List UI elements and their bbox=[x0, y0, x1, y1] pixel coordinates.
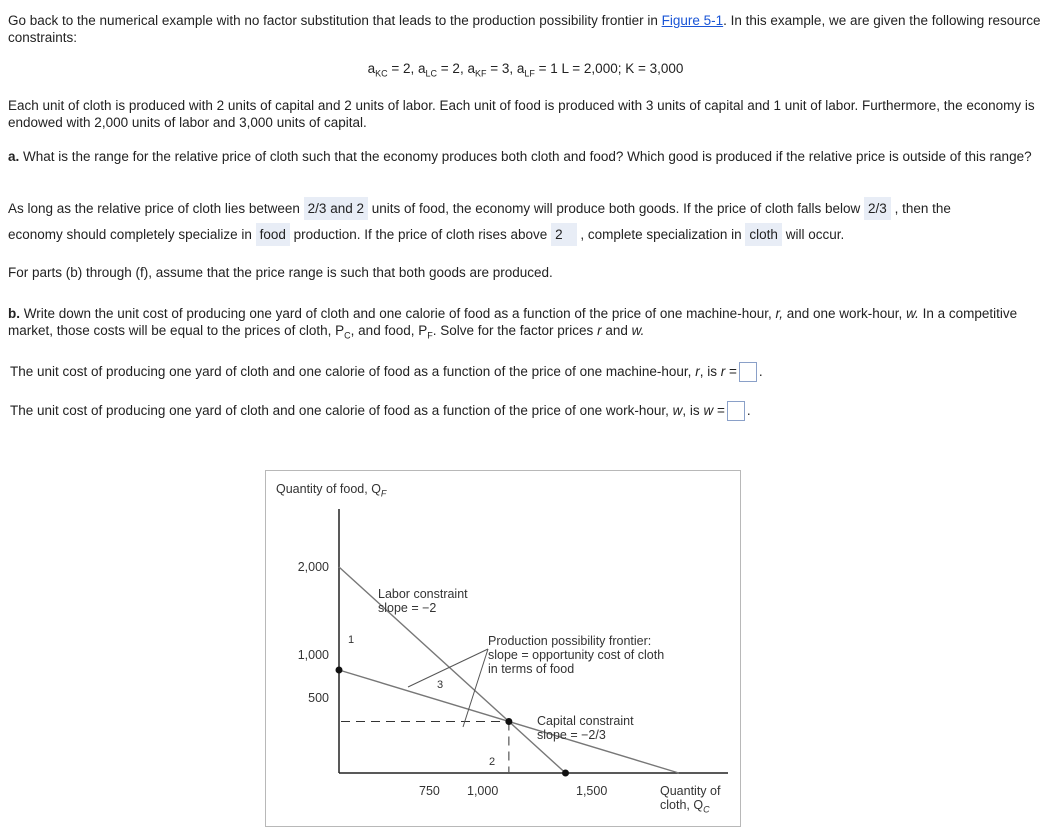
intro-paragraph bbox=[8, 12, 1044, 46]
w-answer-input[interactable] bbox=[727, 401, 745, 421]
point-1-label: 1 bbox=[348, 634, 355, 646]
r-answer-input[interactable] bbox=[739, 362, 757, 382]
assumption-text: For parts (b) through (f), assume that the price range is such that both goods are produced. bbox=[8, 265, 553, 280]
answer-b-w-row: The unit cost of producing one yard of cloth and one calorie of food as a function of the price of one work-hour, w, is w = . bbox=[10, 399, 751, 423]
x-axis-label: Quantity of cloth, $Q_C$ bbox=[660, 784, 721, 815]
question-a bbox=[8, 148, 1044, 165]
point-3-marker bbox=[505, 718, 512, 725]
answer-price-range[interactable]: 2/3 and 2 bbox=[304, 197, 368, 220]
y-tick-2000: 2,000 bbox=[297, 560, 329, 574]
resource-equation: $a_{KC} = 2$, $a_{LC} = 2$, $a_{KF} = 3$, $a_{LF} = 1$ L = 2,000; K = 3,000 bbox=[367, 61, 684, 79]
question-a-label: a. bbox=[8, 149, 20, 164]
point-3-label: 3 bbox=[437, 679, 444, 691]
ppf-figure bbox=[265, 470, 741, 827]
ppf-pointer-1 bbox=[408, 649, 488, 687]
answer-specialize-low[interactable]: food bbox=[256, 223, 290, 246]
intro-text-end: . In this example, we are given the following resource constraints: bbox=[8, 13, 1041, 45]
question-b-label: b. bbox=[8, 306, 20, 321]
question-b: b. Write down the unit cost of producing one yard of cloth and one calorie of food as a function of the price of one machine-hour, r, and one work-hour, w. In a competitive market, those costs will be equal to the prices of cloth, $P_C$, and food, $P_F$. Solve for the factor prices r and w. bbox=[8, 306, 1018, 341]
capital-constraint-label: Capital constraint slope = −2/3 bbox=[537, 714, 634, 742]
ppf-label: Production possibility frontier: slope = opportunity cost of cloth in terms of food bbox=[488, 634, 665, 676]
answer-a-line-1: As long as the relative price of cloth lies between 2/3 and 2 units of food, the economy will produce both goods. If the price of cloth falls below 2/3 , then the bbox=[8, 197, 951, 221]
labor-constraint-label: Labor constraint slope = −2 bbox=[378, 587, 468, 615]
point-2-label: 2 bbox=[489, 756, 496, 768]
x-tick-750: 750 bbox=[419, 784, 440, 798]
y-tick-1000: 1,000 bbox=[297, 648, 329, 662]
point-1-marker bbox=[336, 667, 343, 674]
answer-a-line-2: economy should completely specialize in food production. If the price of cloth rises above 2 , complete specialization in cloth will occur. bbox=[8, 223, 844, 247]
answer-lower-bound[interactable]: 2/3 bbox=[864, 197, 891, 220]
y-tick-500: 500 bbox=[308, 691, 329, 705]
question-a-text: What is the range for the relative price of cloth such that the economy produces both cloth and food? Which good is produced if the relative price is outside of this range? bbox=[19, 149, 1032, 164]
x-tick-1000: 1,000 bbox=[467, 784, 499, 798]
point-2-marker bbox=[562, 770, 569, 777]
intro-text: Go back to the numerical example with no factor substitution that leads to the production possibility frontier in bbox=[8, 13, 662, 28]
x-tick-1500: 1,500 bbox=[576, 784, 608, 798]
answer-b-r-row: The unit cost of producing one yard of cloth and one calorie of food as a function of the price of one machine-hour, r, is r = . bbox=[10, 360, 763, 384]
y-axis-label: Quantity of food, $Q_F$ bbox=[276, 482, 387, 499]
answer-upper-bound[interactable]: 2 bbox=[551, 223, 577, 246]
description-paragraph: Each unit of cloth is produced with 2 units of capital and 2 units of labor. Each unit of food is produced with 3 units of capital and 1 unit of labor. Furthermore, the economy is endowed with 2,000 units of labor and 3,000 units of capital. bbox=[8, 98, 1035, 130]
ppf-pointer-2 bbox=[463, 649, 488, 727]
figure-link[interactable]: Figure 5-1 bbox=[661, 13, 724, 28]
answer-specialize-high[interactable]: cloth bbox=[745, 223, 782, 246]
